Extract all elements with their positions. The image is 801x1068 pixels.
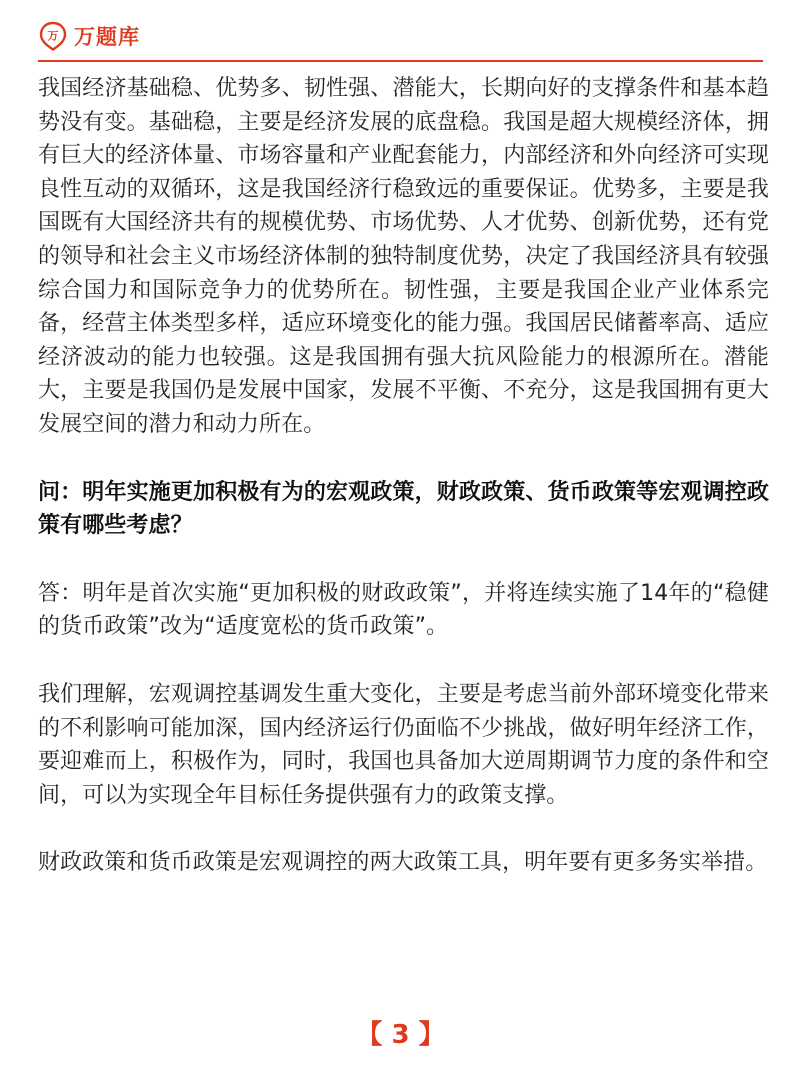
paragraph-policy-tools: 财政政策和货币政策是宏观调控的两大政策工具，明年要有更多务实举措。: [38, 850, 768, 876]
answer-paragraph: 答：明年是首次实施“更加积极的财政政策”，并将连续实施了14年的“稳健的货币政策”改为“适度宽松的货币政策”。: [38, 580, 769, 640]
logo-glyph: 万: [47, 29, 59, 43]
brand-logo-icon: [38, 21, 68, 51]
header-divider: [38, 60, 763, 62]
paragraph-economy-foundation: 我国经济基础稳、优势多、韧性强、潜能大，长期向好的支撑条件和基本趋势没有变。基础稳，主要是经济发展的底盘稳。我国是超大规模经济体，拥有巨大的经济体量、市场容量和产业配套能力，内部经济和外向经济可实现良性互动的双循环，这是我国经济行稳致远的重要保证。优势多，主要是我国既有大国经济共有的规模优势、市场优势、人才优势、创新优势，还有党的领导和社会主义市场经济体制的独特制度优势，决定了我国经济具有较强综合国力和国际竞争力的优势所在。韧性强，主要是我国企业产业体系完备，经营主体类型多样，适应环境变化的能力强。我国居民储蓄率高、适应经济波动的能力也较强。这是我国拥有强大抗风险能力的根源所在。潜能大，主要是我国仍是发展中国家，发展不平衡、不充分，这是我国拥有更大发展空间的潜力和动力所在。: [38, 76, 769, 437]
brand-name: 万题库: [74, 25, 140, 49]
header: [38, 20, 140, 52]
paragraph-understanding: 我们理解，宏观调控基调发生重大变化，主要是考虑当前外部环境变化带来的不利影响可能加深，国内经济运行仍面临不少挑战，做好明年经济工作，要迎难而上，积极作为，同时，我国也具备加大逆周期调节力度的条件和空间，可以为实现全年目标任务提供强有力的政策支撑。: [38, 681, 769, 808]
page-number: 【 3 】: [356, 1020, 445, 1050]
article-body: [38, 72, 769, 880]
question-heading: 问：明年实施更加积极有为的宏观政策，财政政策、货币政策等宏观调控政策有哪些考虑？: [38, 479, 769, 539]
